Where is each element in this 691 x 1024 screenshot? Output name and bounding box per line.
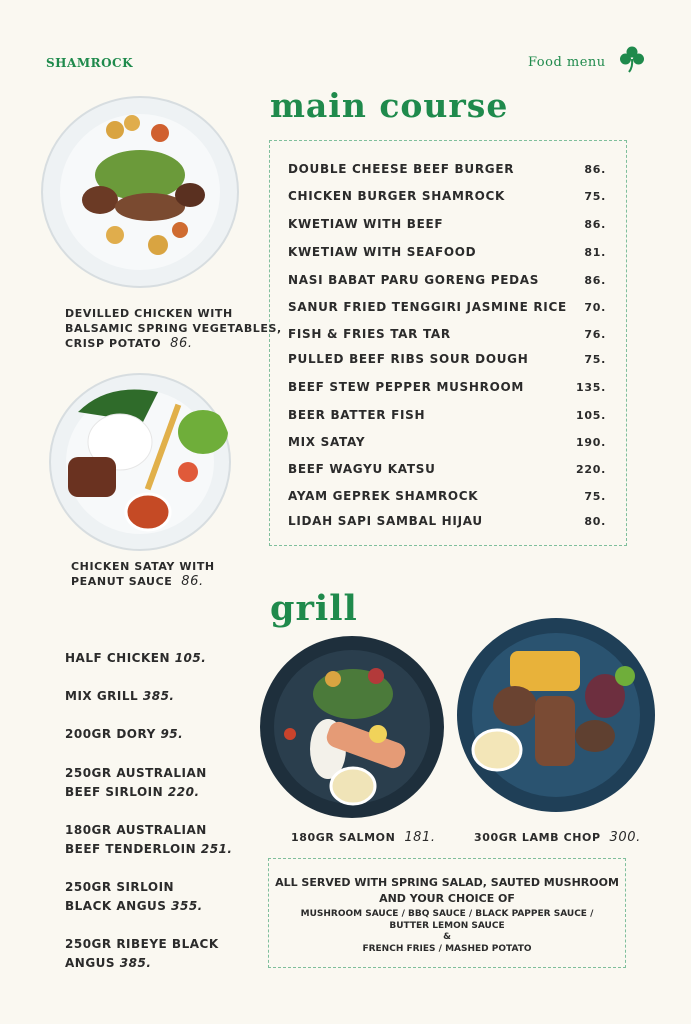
- item-price: 86.: [584, 274, 606, 287]
- list-item: [65, 649, 206, 668]
- item-name: CHICKEN BURGER SHAMROCK: [288, 189, 505, 203]
- salmon-caption: [291, 830, 436, 845]
- caption-line: PEANUT SAUCE: [71, 575, 173, 588]
- item-price: 81.: [584, 246, 606, 259]
- note-line: &: [443, 932, 451, 942]
- item-name: MIX SATAY: [288, 435, 366, 449]
- list-item: [65, 935, 219, 973]
- item-price: 95.: [160, 727, 184, 741]
- devilled-chicken-photo: [40, 95, 240, 290]
- item-price: 105.: [174, 651, 207, 665]
- list-item: [288, 489, 606, 509]
- brand-name: SHAMROCK: [46, 56, 134, 70]
- item-name: PULLED BEEF RIBS SOUR DOUGH: [288, 352, 529, 366]
- list-item: [65, 878, 203, 916]
- item-name: 200GR DORY: [65, 727, 156, 741]
- main-course-title: main course: [270, 86, 509, 125]
- item-price: 76.: [584, 328, 606, 341]
- item-price: 251.: [200, 842, 233, 856]
- list-item: [288, 408, 606, 428]
- item-name: MIX GRILL: [65, 689, 139, 703]
- list-item: [288, 162, 606, 182]
- caption-price: 86.: [181, 574, 204, 589]
- item-name: BEEF STEW PEPPER MUSHROOM: [288, 380, 525, 394]
- item-price: 105.: [576, 409, 606, 422]
- lamb-chop-caption: [474, 830, 641, 845]
- item-price: 86.: [584, 163, 606, 176]
- list-item: [288, 217, 606, 237]
- item-name: KWETIAW WITH BEEF: [288, 217, 444, 231]
- item-price: 80.: [584, 515, 606, 528]
- note-line: AND YOUR CHOICE OF: [379, 892, 515, 905]
- caption-line: CHICKEN SATAY WITH: [71, 560, 215, 573]
- list-item: [65, 764, 207, 802]
- item-price: 86.: [584, 218, 606, 231]
- item-price: 220.: [576, 463, 606, 476]
- item-name: BEEF SIRLOIN: [65, 785, 164, 799]
- item-price: 70.: [584, 301, 606, 314]
- list-item: [288, 380, 606, 400]
- item-price: 385.: [119, 956, 152, 970]
- list-item: [288, 514, 606, 534]
- item-name: 250GR RIBEYE BLACK: [65, 937, 219, 951]
- item-name: BEEF TENDERLOIN: [65, 842, 197, 856]
- item-name: AYAM GEPREK SHAMROCK: [288, 489, 479, 503]
- note-line: BUTTER LEMON SAUCE: [389, 921, 505, 931]
- grill-sides-note: [268, 858, 626, 968]
- item-name: LIDAH SAPI SAMBAL HIJAU: [288, 514, 483, 528]
- item-name: FISH & FRIES TAR TAR: [288, 327, 451, 341]
- note-line: FRENCH FRIES / MASHED POTATO: [362, 944, 532, 954]
- list-item: [288, 462, 606, 482]
- item-price: 135.: [576, 381, 606, 394]
- main-course-list: [269, 140, 627, 546]
- item-name: 180GR AUSTRALIAN: [65, 823, 207, 837]
- item-name: BEEF WAGYU KATSU: [288, 462, 436, 476]
- item-name: KWETIAW WITH SEAFOOD: [288, 245, 477, 259]
- item-name: DOUBLE CHEESE BEEF BURGER: [288, 162, 515, 176]
- list-item: [288, 300, 606, 320]
- item-price: 385.: [142, 689, 175, 703]
- item-price: 220.: [167, 785, 200, 799]
- list-item: [65, 725, 183, 744]
- item-name: HALF CHICKEN: [65, 651, 171, 665]
- grill-title: grill: [270, 588, 358, 629]
- item-name: BEER BATTER FISH: [288, 408, 426, 422]
- item-price: 355.: [171, 899, 203, 913]
- list-item: [65, 687, 174, 706]
- chicken-satay-photo: [48, 372, 233, 552]
- caption-price: 86.: [170, 336, 193, 351]
- note-line: MUSHROOM SAUCE / BBQ SAUCE / BLACK PAPPER SAUCE /: [300, 909, 594, 919]
- list-item: [288, 327, 606, 347]
- list-item: [65, 821, 232, 859]
- caption-price: 300.: [609, 830, 641, 845]
- item-name: BLACK ANGUS: [65, 899, 167, 913]
- shamrock-icon: [619, 45, 645, 73]
- caption-line: BALSAMIC SPRING VEGETABLES,: [65, 322, 282, 335]
- item-name: NASI BABAT PARU GORENG PEDAS: [288, 273, 540, 287]
- list-item: [288, 273, 606, 293]
- salmon-photo: [258, 634, 446, 820]
- item-name: SANUR FRIED TENGGIRI JASMINE RICE: [288, 300, 567, 314]
- item-price: 75.: [584, 490, 606, 503]
- note-line: ALL SERVED WITH SPRING SALAD, SAUTED MUSHROOM: [275, 876, 619, 889]
- item-price: 75.: [584, 353, 606, 366]
- food-menu-label: Food menu: [528, 55, 606, 70]
- item-name: ANGUS: [65, 956, 116, 970]
- list-item: [288, 435, 606, 455]
- caption-line: 300GR LAMB CHOP: [474, 831, 601, 844]
- list-item: [288, 189, 606, 209]
- caption-price: 181.: [404, 830, 436, 845]
- list-item: [288, 245, 606, 265]
- devilled-chicken-caption: [65, 306, 282, 351]
- item-name: 250GR SIRLOIN: [65, 880, 175, 894]
- caption-line: CRISP POTATO: [65, 337, 162, 350]
- chicken-satay-caption: [71, 559, 215, 589]
- item-price: 190.: [576, 436, 606, 449]
- item-price: 75.: [584, 190, 606, 203]
- item-name: 250GR AUSTRALIAN: [65, 766, 207, 780]
- caption-line: DEVILLED CHICKEN WITH: [65, 307, 233, 320]
- lamb-chop-photo: [455, 616, 657, 814]
- list-item: [288, 352, 606, 372]
- caption-line: 180GR SALMON: [291, 831, 396, 844]
